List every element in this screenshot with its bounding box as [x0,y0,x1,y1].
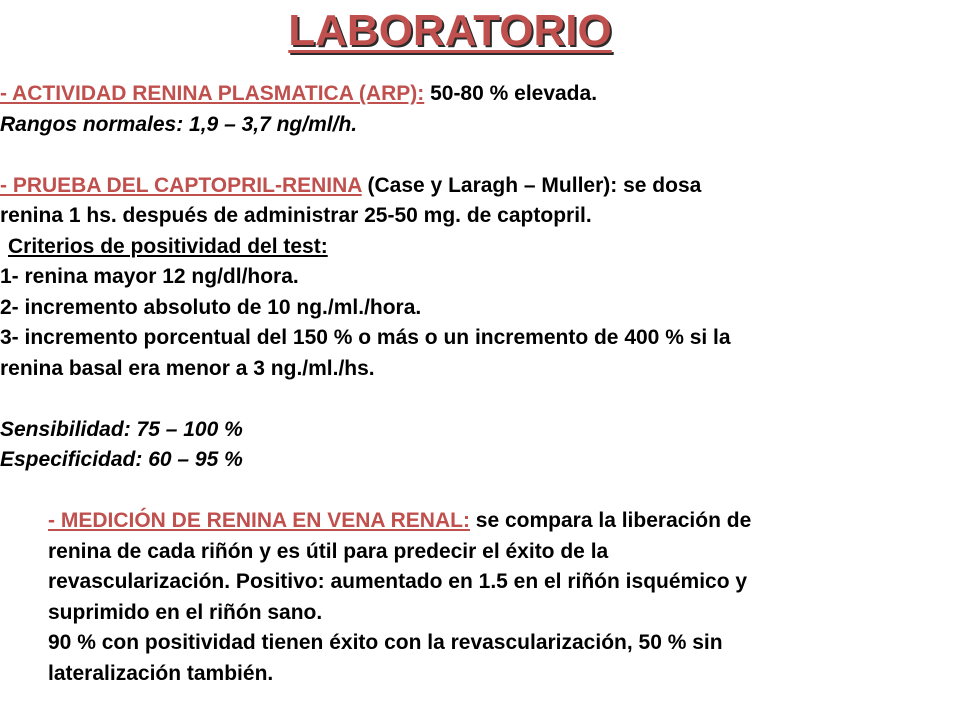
renal-vein-line: revascularización. Positivo: aumentado en 1.5 en el riñón isquémico y [48,570,748,593]
arp-value: 50-80 % elevada. [424,82,598,105]
criteria-heading-line [0,232,940,263]
renal-vein-line: lateralización también. [48,661,274,685]
criteria-heading: Criterios de positividad del test: [8,234,328,258]
criteria-item: 1- renina mayor 12 ng/dl/hora. [0,265,299,288]
renal-vein-intro: se compara la liberación de [469,509,752,532]
specificity: Especificidad: 60 – 95 % [0,448,243,471]
captopril-line-2: renina 1 hs. después de administrar 25-50 mg. de captopril. [0,204,592,227]
renal-vein-line: renina de cada riñón y es útil para predecir el éxito de la [48,539,609,563]
captopril-line-1 [0,171,940,202]
criteria-item: renina basal era menor a 3 ng./ml./hs. [0,356,375,380]
arp-label: - ACTIVIDAD RENINA PLASMATICA (ARP): [0,82,425,105]
arp-line [0,79,940,110]
renal-vein-label: - MEDICIÓN DE RENINA EN VENA RENAL: [48,509,470,532]
criteria-item: 2- incremento absoluto de 10 ng./ml./hora. [0,295,422,319]
sensitivity: Sensibilidad: 75 – 100 % [0,417,243,441]
renal-vein-line: 90 % con positividad tienen éxito con la revascularización, 50 % sin [48,631,723,654]
captopril-label: - PRUEBA DEL CAPTOPRIL-RENINA [0,173,362,197]
renal-vein-line: suprimido en el riñón sano. [48,600,323,624]
criteria-item: 3- incremento porcentual del 150 % o más o un incremento de 400 % si la [0,326,731,349]
slide-body [0,79,940,689]
captopril-intro: (Case y Laragh – Muller): se dosa [361,173,702,197]
arp-normal-range: Rangos normales: 1,9 – 3,7 ng/ml/h. [0,112,358,136]
renal-vein-line-1 [0,506,940,537]
spacer [0,140,940,171]
spacer [0,384,940,415]
slide-title: LABORATORIO [288,6,612,55]
spacer [0,476,940,507]
